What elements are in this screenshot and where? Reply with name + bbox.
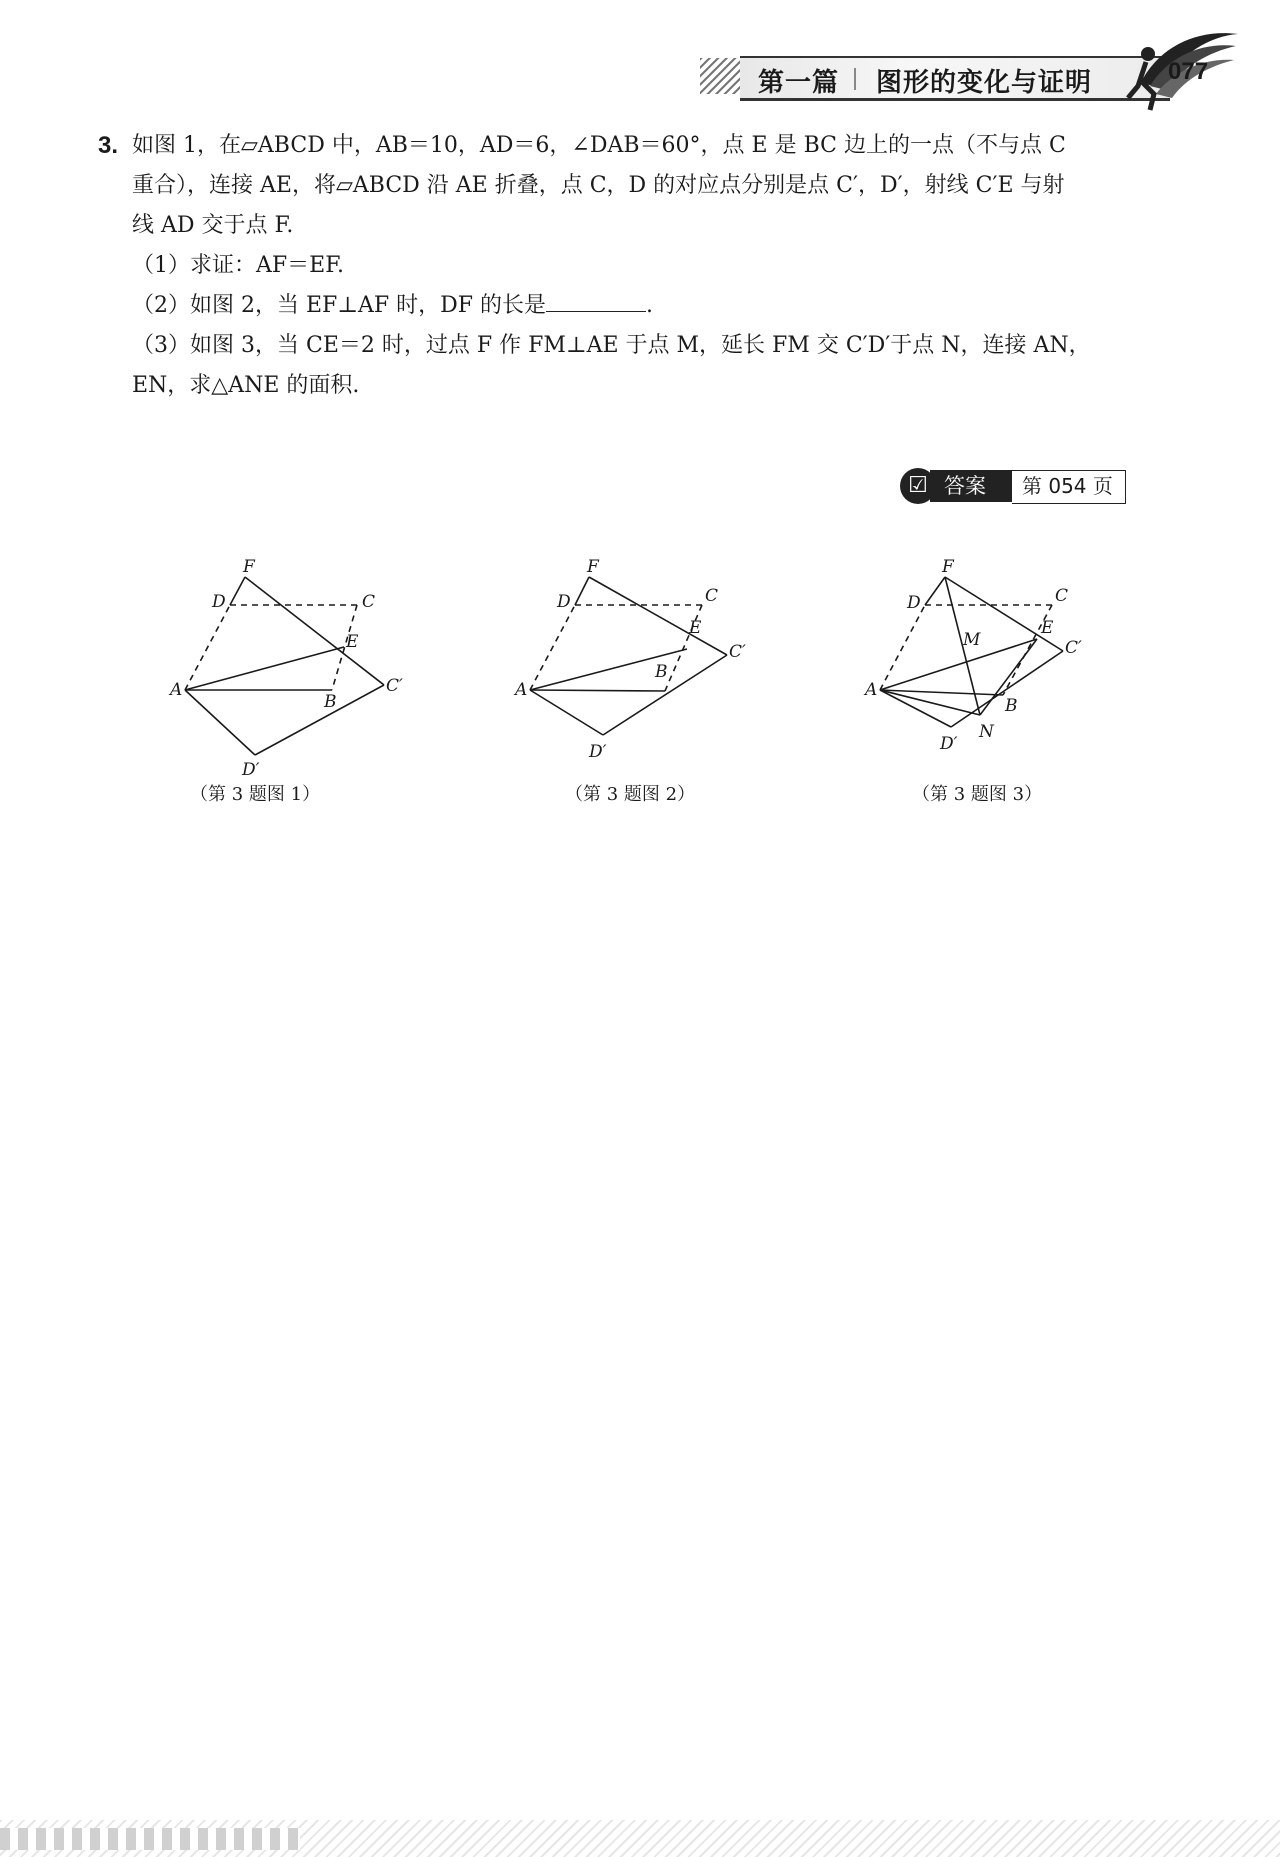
bottom-decoration-left (0, 1828, 300, 1850)
page-header (700, 44, 1260, 104)
header-chapter-title: 图形的变化与证明 (876, 68, 1093, 98)
fig2-label-D: D (557, 592, 571, 612)
fig1-label-B: B (324, 692, 337, 712)
problem-part-2-text: （2）如图 2，当 EF⊥AF 时，DF 的长是 (132, 293, 547, 318)
fig1-label-A: A (170, 680, 183, 700)
answer-blank (546, 291, 646, 312)
fig2-label-A: A (515, 680, 528, 700)
fig2-label-B: B (655, 662, 668, 682)
figure-2 (505, 555, 785, 815)
fig2-label-E: E (689, 618, 702, 638)
fig2-label-C: C (705, 586, 719, 606)
fig1-label-E: E (346, 632, 359, 652)
fig1-label-C-prime: C′ (386, 676, 403, 696)
fig3-label-M: M (963, 630, 981, 650)
fig3-label-C-prime: C′ (1065, 638, 1082, 658)
figure-1-caption: （第 3 题图 1） (190, 784, 321, 805)
figure-1 (160, 555, 440, 815)
answer-page-ref: 第 054 页 (1012, 470, 1126, 504)
fig3-label-C: C (1055, 586, 1069, 606)
problem-part-3: （3）如图 3，当 CE＝2 时，过点 F 作 FM⊥AE 于点 M，延长 FM 交 C′D′于点 N，连接 AN， (132, 333, 1091, 358)
answer-reference-tag (900, 468, 1120, 504)
fig3-label-A: A (865, 680, 878, 700)
page-number: 077 (1168, 58, 1209, 85)
fig1-label-D-prime: D′ (242, 760, 260, 780)
figure-2-diagram (505, 555, 785, 785)
fig1-label-D: D (212, 592, 226, 612)
check-icon: ☑ (900, 468, 936, 504)
problem-line-1: 如图 1，在▱ABCD 中，AB＝10，AD＝6，∠DAB＝60°，点 E 是 BC 边上的一点（不与点 C (132, 133, 1066, 158)
fig3-label-D: D (907, 593, 921, 613)
problem-part-2 (132, 284, 653, 328)
problem-part-3-cont: EN，求△ANE 的面积. (132, 373, 360, 398)
header-part-title: 第一篇 (758, 68, 840, 98)
fig3-label-D-prime: D′ (940, 734, 958, 754)
fig1-label-F: F (243, 557, 255, 577)
figure-3 (855, 555, 1135, 815)
fig2-label-D-prime: D′ (589, 742, 607, 762)
problem-line-2: 重合），连接 AE，将▱ABCD 沿 AE 折叠，点 C，D 的对应点分别是点 C′，D′，射线 C′E 与射 (132, 173, 1065, 198)
fig3-label-F: F (942, 557, 954, 577)
figure-3-diagram (855, 555, 1135, 785)
problem-line-3: 线 AD 交于点 F. (132, 213, 294, 238)
answer-label: 答案 (930, 470, 1012, 502)
fig1-label-C: C (362, 592, 376, 612)
problem-part-1: （1）求证：AF＝EF. (132, 253, 345, 278)
figure-1-diagram (160, 555, 440, 785)
fig3-label-B: B (1005, 696, 1018, 716)
figure-3-caption: （第 3 题图 3） (912, 784, 1043, 805)
figure-2-caption: （第 3 题图 2） (565, 784, 696, 805)
problem-part-2-tail: . (646, 293, 654, 318)
fig2-label-C-prime: C′ (729, 642, 746, 662)
fig2-label-F: F (587, 557, 599, 577)
question-number: 3. (98, 132, 119, 159)
header-separator (854, 68, 856, 90)
fig3-label-N: N (979, 722, 994, 742)
fig3-label-E: E (1041, 618, 1054, 638)
